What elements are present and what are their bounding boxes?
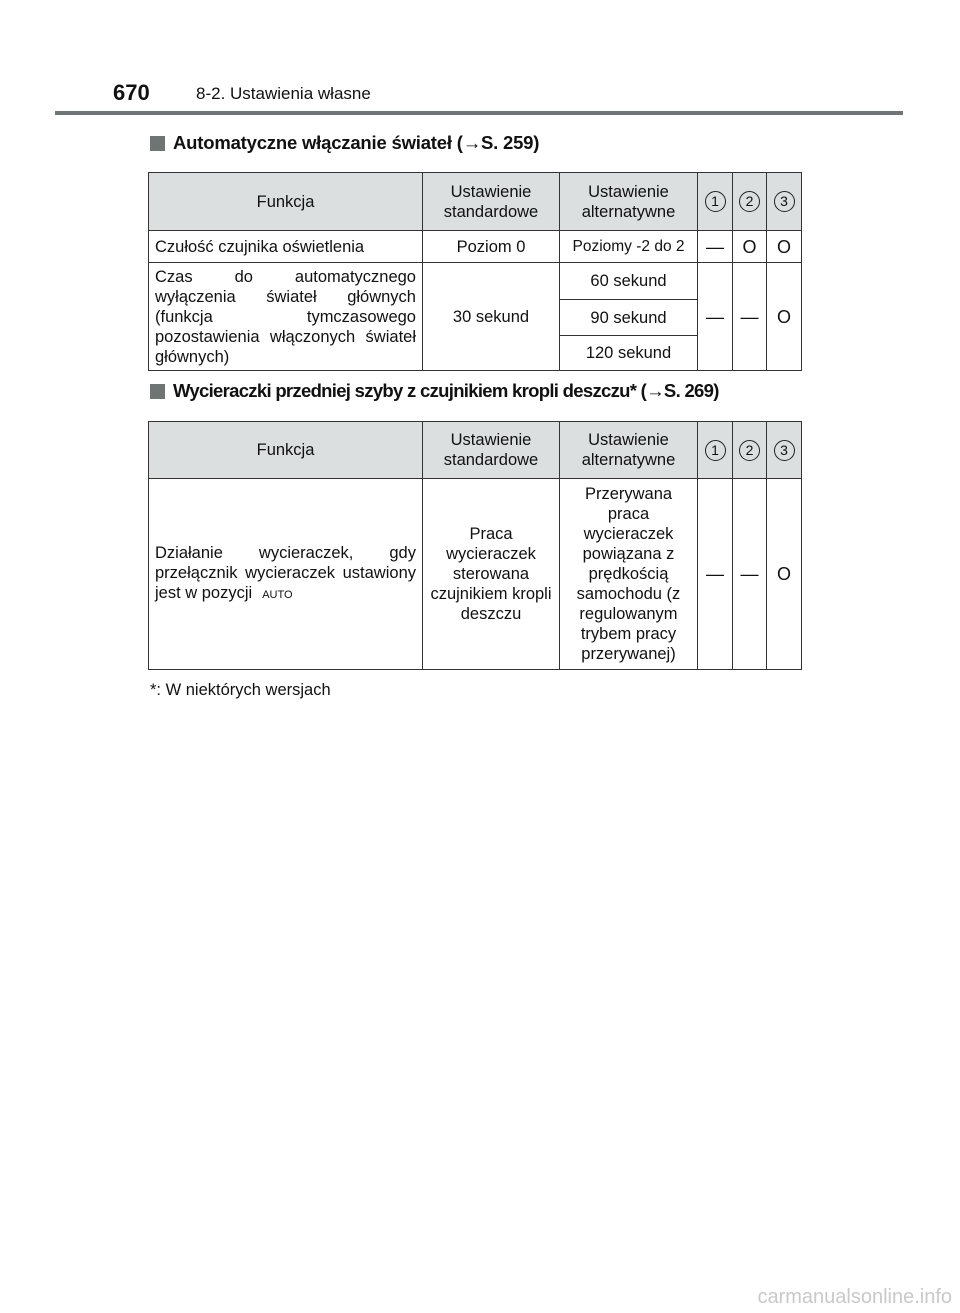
col-standard: Ustawienie standardowe bbox=[423, 422, 560, 479]
function-text: Działanie wycieraczek, gdy przełącznik wycieraczek ustawiony jest w pozycji bbox=[155, 544, 416, 602]
table-header-row bbox=[149, 422, 802, 479]
square-bullet-icon bbox=[150, 136, 165, 151]
col-function: Funkcja bbox=[149, 422, 423, 479]
section-heading-wipers bbox=[150, 380, 719, 402]
cell-c1: — bbox=[698, 231, 733, 263]
footnote: *: W niektórych wersjach bbox=[150, 681, 331, 699]
square-bullet-icon bbox=[150, 384, 165, 399]
cell-function: Czas do automatycznego wyłączenia świateł głównych (funkcja tymczasowego pozostawienia włączonych świateł głównych) bbox=[149, 263, 423, 371]
cell-standard: Praca wycieraczek sterowana czujnikiem kropli deszczu bbox=[423, 479, 560, 670]
cell-c2: O bbox=[733, 231, 767, 263]
col-function: Funkcja bbox=[149, 173, 423, 231]
table-row bbox=[149, 479, 802, 670]
col-alternative: Ustawienie alternatywne bbox=[560, 422, 698, 479]
col-alternative: Ustawienie alternatywne bbox=[560, 173, 698, 231]
watermark: carmanualsonline.info bbox=[757, 1286, 952, 1308]
header-divider bbox=[55, 111, 903, 115]
heading-text: Wycieraczki przedniej szyby z czujnikiem kropli deszczu* (→S. 269) bbox=[173, 380, 719, 401]
cell-function bbox=[149, 479, 423, 670]
cell-c1: — bbox=[698, 263, 733, 371]
section-title: 8-2. Ustawienia własne bbox=[196, 84, 371, 103]
cell-function: Czułość czujnika oświetlenia bbox=[149, 231, 423, 263]
cell-c2: — bbox=[733, 479, 767, 670]
wipers-settings-table bbox=[148, 421, 802, 670]
circled-2-icon: 2 bbox=[739, 191, 760, 212]
cell-c3: O bbox=[767, 479, 802, 670]
col-standard: Ustawienie standardowe bbox=[423, 173, 560, 231]
circled-1-icon: 1 bbox=[705, 440, 726, 461]
cell-alternative-option: 60 sekund bbox=[560, 263, 698, 300]
auto-switch-icon: AUTO bbox=[262, 589, 293, 601]
cell-c3: O bbox=[767, 263, 802, 371]
page-number: 670 bbox=[113, 80, 150, 105]
circled-1-icon: 1 bbox=[705, 191, 726, 212]
cell-c1: — bbox=[698, 479, 733, 670]
circled-2-icon: 2 bbox=[739, 440, 760, 461]
cell-alternative-option: 90 sekund bbox=[560, 300, 698, 336]
section-heading-lights bbox=[150, 132, 539, 154]
circled-3-icon: 3 bbox=[774, 191, 795, 212]
table-row bbox=[149, 263, 802, 300]
cell-standard: Poziom 0 bbox=[423, 231, 560, 263]
cell-alternative: Przerywana praca wycieraczek powiązana z prędkością samochodu (z regulowanym trybem pracy przerywanej) bbox=[560, 479, 698, 670]
cell-c3: O bbox=[767, 231, 802, 263]
table-header-row bbox=[149, 173, 802, 231]
table-row bbox=[149, 231, 802, 263]
cell-standard: 30 sekund bbox=[423, 263, 560, 371]
circled-3-icon: 3 bbox=[774, 440, 795, 461]
lights-settings-table bbox=[148, 172, 802, 371]
cell-alternative-option: 120 sekund bbox=[560, 336, 698, 371]
cell-alternative: Poziomy -2 do 2 bbox=[560, 231, 698, 263]
cell-c2: — bbox=[733, 263, 767, 371]
heading-text: Automatyczne włączanie świateł (→S. 259) bbox=[173, 132, 540, 153]
